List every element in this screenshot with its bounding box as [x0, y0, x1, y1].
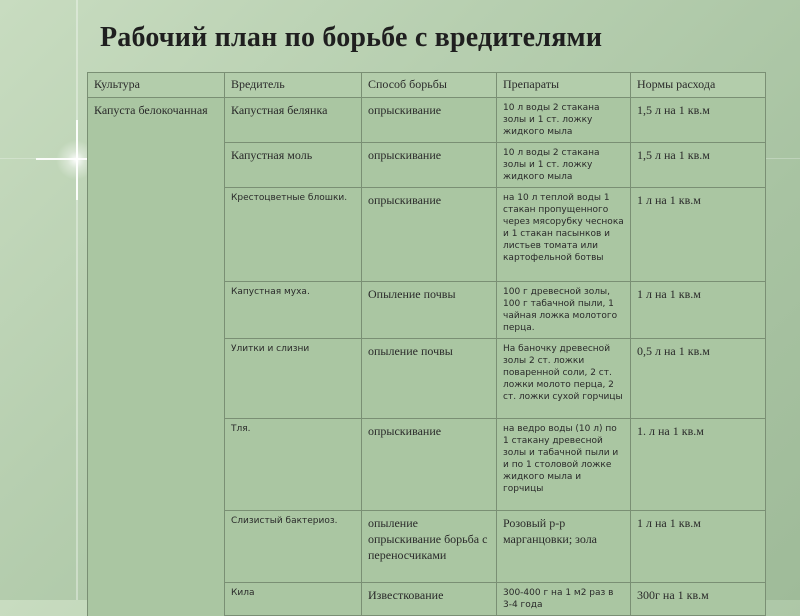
norm-cell: 1 л на 1 кв.м: [631, 188, 766, 282]
norm-cell: 1. л на 1 кв.м: [631, 419, 766, 511]
method-cell: опрыскивание: [362, 419, 497, 511]
method-cell: опыление опрыскивание борьба с переносчиками: [362, 511, 497, 583]
header-row: [88, 73, 766, 98]
header-preparations: Препараты: [497, 73, 631, 98]
prep-cell: 100 г древесной золы, 100 г табачной пыли, 1 чайная ложка молотого перца.: [497, 282, 631, 339]
norm-cell: 1 л на 1 кв.м: [631, 282, 766, 339]
culture-cell-empty: [88, 188, 225, 282]
culture-cell-empty: [88, 339, 225, 419]
table-row: [88, 282, 766, 339]
pest-cell: Кила: [225, 583, 362, 616]
culture-cell-empty: [88, 419, 225, 511]
prep-cell: на ведро воды (10 л) по 1 стакану древесной золы и табачной пыли и и по 1 столовой ложке жидкого мыла и горчицы: [497, 419, 631, 511]
culture-cell: Капуста белокочанная: [88, 98, 225, 143]
prep-cell: 10 л воды 2 стакана золы и 1 ст. ложку жидкого мыла: [497, 98, 631, 143]
pest-cell: Капустная муха.: [225, 282, 362, 339]
table-row: [88, 583, 766, 616]
prep-cell: на 10 л теплой воды 1 стакан пропущенного через мясорубку чеснока и 1 стакан пасынков и листьев томата или картофельной ботвы: [497, 188, 631, 282]
norm-cell: 0,5 л на 1 кв.м: [631, 339, 766, 419]
header-norms: Нормы расхода: [631, 73, 766, 98]
pest-cell: Капустная белянка: [225, 98, 362, 143]
norm-cell: 300г на 1 кв.м: [631, 583, 766, 616]
prep-cell: Розовый р-р марганцовки; зола: [497, 511, 631, 583]
norm-cell: 1,5 л на 1 кв.м: [631, 98, 766, 143]
culture-cell-empty: [88, 143, 225, 188]
pest-plan-table: [87, 72, 766, 616]
method-cell: опрыскивание: [362, 188, 497, 282]
header-method: Способ борьбы: [362, 73, 497, 98]
method-cell: опрыскивание: [362, 143, 497, 188]
table-row: [88, 188, 766, 282]
prep-cell: 300-400 г на 1 м2 раз в 3-4 года: [497, 583, 631, 616]
pest-cell: Тля.: [225, 419, 362, 511]
method-cell: опрыскивание: [362, 98, 497, 143]
prep-cell: На баночку древесной золы 2 ст. ложки поваренной соли, 2 ст. ложки молото перца, 2 ст. ложки сухой горчицы: [497, 339, 631, 419]
table-row: [88, 339, 766, 419]
decor-vertical-line: [76, 0, 78, 600]
pest-cell: Капустная моль: [225, 143, 362, 188]
culture-cell-empty: [88, 583, 225, 616]
norm-cell: 1 л на 1 кв.м: [631, 511, 766, 583]
header-culture: Культура: [88, 73, 225, 98]
method-cell: Известкование: [362, 583, 497, 616]
slide-title: Рабочий план по борьбе с вредителями: [100, 22, 603, 53]
prep-cell: 10 л воды 2 стакана золы и 1 ст. ложку жидкого мыла: [497, 143, 631, 188]
culture-cell-empty: [88, 511, 225, 583]
norm-cell: 1,5 л на 1 кв.м: [631, 143, 766, 188]
table-row: [88, 511, 766, 583]
header-pest: Вредитель: [225, 73, 362, 98]
culture-cell-empty: [88, 282, 225, 339]
table-row: [88, 143, 766, 188]
pest-cell: Слизистый бактериоз.: [225, 511, 362, 583]
method-cell: Опыление почвы: [362, 282, 497, 339]
pest-cell: Крестоцветные блошки.: [225, 188, 362, 282]
method-cell: опыление почвы: [362, 339, 497, 419]
table-row: [88, 419, 766, 511]
pest-cell: Улитки и слизни: [225, 339, 362, 419]
table-row: [88, 98, 766, 143]
